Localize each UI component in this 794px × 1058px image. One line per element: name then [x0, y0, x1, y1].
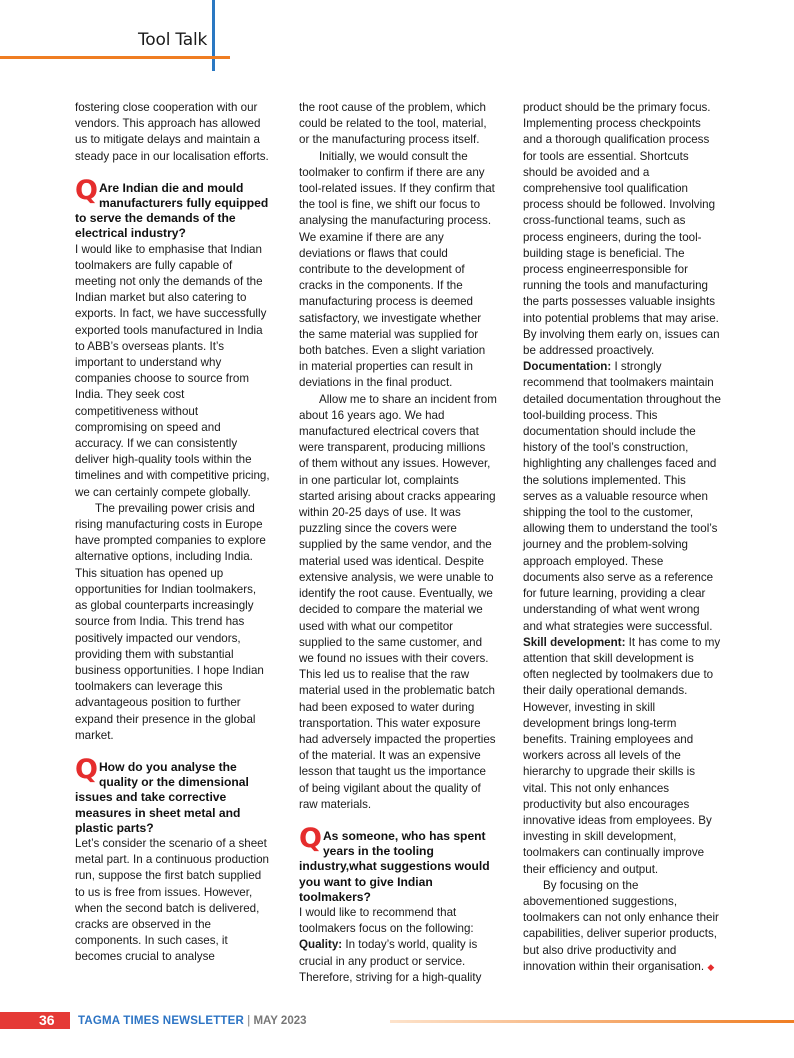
documentation-text: I strongly recommend that toolmakers maintain detailed documentation throughout the tool-building process. This documentation should include the history of the tool’s construction, highlighting any challenges faced and the solutions implemented. This serves as a valuable resource when shipping the tool to the customer, allowing them to understand the tool’s journey and the problem-solving approach employed. These documents also serve as a reference for future learning, providing a clear understanding of what went wrong and what strategies were successful. [523, 360, 721, 633]
paragraph: I would like to emphasise that Indian toolmakers are fully capable of meeting not only the demands of the Indian market but also catering to exports. In fact, we have successfully exported tools manufactured in India to ABB’s overseas plants. It’s important to understand why companies choose to source from India. They seek cost competitiveness without compromising on speed and accuracy. If we can consistently deliver high-quality tools within the timelines and with competitive pricing, we can certainly compete globally. [75, 242, 270, 499]
skill-development-text: It has come to my attention that skill development is often neglected by toolmakers due to their daily operational demands. However, investing in skill development brings long-term benefits. Training employees and workers across all levels of the hierarchy to upgrade their skills is vital. This not only enhances productivity but also encourages innovative ideas from employees. By investing in skill development, toolmakers can continually improve their efficiency and output. [523, 635, 721, 876]
page-number: 36 [39, 1012, 55, 1028]
question-text: How do you analyse the quality or the dimensional issues and take corrective measures in sheet metal and plastic parts? [75, 759, 249, 835]
paragraph: I would like to recommend that toolmakers focus on the following: [299, 905, 474, 936]
paragraph [523, 359, 721, 634]
quality-text: In today’s world, quality is crucial in any product or service. Therefore, striving for a high-quality [299, 938, 482, 984]
paragraph: Let’s consider the scenario of a sheet metal part. In a continuous production run, suppose the first batch supplied to us is free from issues. However, when the second batch is delivered, cracks are observed in the components. In such cases, it becomes crucial to analyse [75, 836, 269, 964]
issue-date: MAY 2023 [253, 1015, 307, 1027]
end-diamond-icon: ◆ [707, 961, 715, 972]
paragraph [299, 937, 497, 986]
article-column-3 [523, 100, 721, 975]
paragraph: product should be the primary focus. Implementing process checkpoints and a thorough qualification process for tools are essential. Shortcuts should be avoided and a comprehensive tool qualification process should be followed. Involving cross-functional teams, such as process engineers, during the tool-building stage is beneficial. The process engineerresponsible for running the tools and manufacturing the parts possesses valuable insights into potential problems that may arise. By involving them early on, issues can be addressed proactively. [523, 101, 720, 358]
paragraph [523, 878, 721, 975]
question-heading [75, 174, 270, 242]
paragraph: Initially, we would consult the toolmaker to confirm if there are any tool-related issues. If they confirm that the tool is fine, we shift our focus to analysing the manufacturing process. We examine if there are any deviations or flaws that could contribute to the development of cracks in the components. If the manufacturing process is deemed satisfactory, we investigate whether the same material was supplied for both batches. Even a slight variation in material properties can result in deviations in the final product. [299, 149, 495, 390]
question-heading [75, 753, 270, 836]
article-column-2 [299, 100, 497, 986]
paragraph: The prevailing power crisis and rising manufacturing costs in Europe have prompted companies to explore alternative options, including India. This situation has opened up opportunities for Indian toolmakers, as global counterparts increasingly source from India. This trend has positively impacted our vendors, providing them with substantial business opportunities. I hope Indian toolmakers can leverage this advantageous position to further expand their presence in the global market. [75, 501, 266, 742]
skill-development-label: Skill development: [523, 635, 626, 649]
question-mark-icon: Q [75, 753, 98, 785]
closing-text: By focusing on the abovementioned suggestions, toolmakers can not only enhance their capabilities, deliver superior products, but also drive productivity and innovation within their organisation. [523, 878, 719, 973]
quality-label: Quality: [299, 938, 343, 952]
header-vertical-rule [212, 0, 215, 71]
footer-separator: | [247, 1015, 251, 1027]
article-column-1 [75, 100, 270, 966]
paragraph: Allow me to share an incident from about 16 years ago. We had manufactured electrical covers that were transparent, producing millions of them without any issues. However, in one particular lot, complaints started arising about cracks appearing within 20-25 days of use. It was puzzling since the covers were supplied by the same vendor, and the material used was identical. Despite extensive analysis, we were unable to identify the root cause. Eventually, we decided to compare the material we used with what our competitor supplied to the same customer, and we found no issues with their covers. This led us to realise that the raw material used in the problematic batch had been exposed to water during transportation. This water exposure had adversely impacted the properties of the material. It was an expensive lesson that taught us the importance of being vigilant about the quality of raw materials. [299, 392, 497, 811]
header-rule [0, 56, 230, 59]
section-title: Tool Talk [138, 30, 208, 50]
publication-name: TAGMA TIMES NEWSLETTER [78, 1015, 245, 1027]
paragraph [523, 635, 721, 878]
paragraph: the root cause of the problem, which could be related to the tool, material, or the manufacturing process itself. [299, 101, 487, 147]
footer-publication [78, 1014, 307, 1029]
documentation-label: Documentation: [523, 360, 612, 374]
page-number-bar [0, 1012, 70, 1029]
question-text: Are Indian die and mould manufacturers fully equipped to serve the demands of the electrical industry? [75, 180, 269, 241]
question-heading [299, 822, 497, 905]
footer-rule [390, 1020, 794, 1023]
question-mark-icon: Q [75, 174, 98, 206]
question-text: As someone, who has spent years in the tooling industry,what suggestions would you want to give Indian toolmakers? [299, 828, 490, 904]
question-mark-icon: Q [299, 822, 322, 854]
paragraph: fostering close cooperation with our vendors. This approach has allowed us to mitigate delays and maintain a steady pace in our localisation efforts. [75, 101, 269, 163]
